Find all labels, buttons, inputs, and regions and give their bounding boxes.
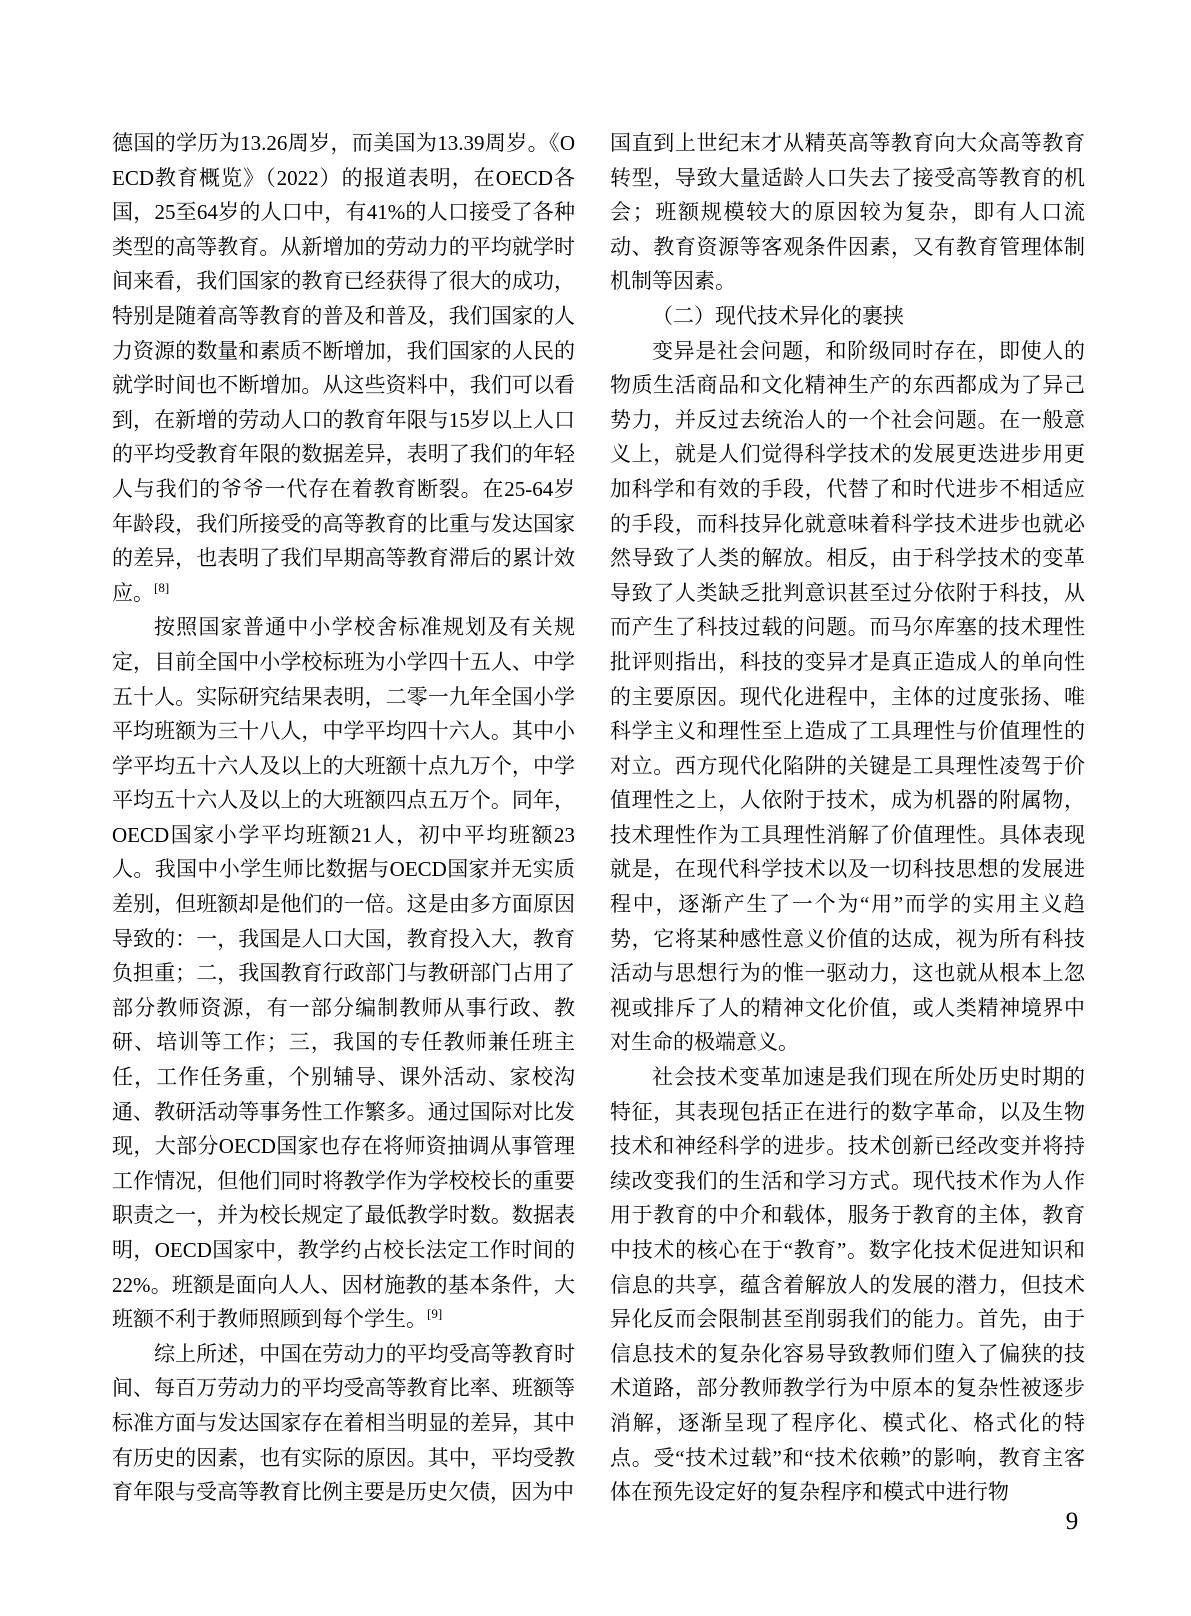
paragraph-text: 综上所述，中国在劳动力的平均受高等教育时间、每百万劳动力的平均受高等教育比率、班额等标准方面与发达国家存在着相当明显的差异，其中有历史的因素，也有实际的原因。其中，平均受教育年限与受高等教育比例主要是历史欠债，因为中: [112, 1341, 575, 1505]
paragraph: [610, 126, 1085, 299]
paragraph-text: 国直到上世纪末才从精英高等教育向大众高等教育转型，导致大量适龄人口失去了接受高等教育的机会；班额规模较大的原因较为复杂，即有人口流动、教育资源等客观条件因素，又有教育管理体制机制等因素。: [610, 131, 1085, 294]
footnote-ref-8: [8]: [154, 579, 170, 595]
paragraph: [112, 610, 575, 1336]
right-column: [610, 126, 1085, 1510]
two-column-text-area: [112, 126, 1085, 1510]
paragraph: [610, 1060, 1085, 1510]
paragraph-text: 变异是社会问题，和阶级同时存在，即使人的物质生活商品和文化精神生产的东西都成为了异己势力，并反过去统治人的一个社会问题。在一般意义上，就是人们觉得科学技术的发展更迭进步用更加科学和有效的手段，代替了和时代进步不相适应的手段，而科技异化就意味着科学技术进步也就必然导致了人类的解放。相反，由于科学技术的变革导致了人类缺乏批判意识甚至过分依附于科技，从而产生了科技过载的问题。而马尔库塞的技术理性批评则指出，科技的变异才是真正造成人的单向性的主要原因。现代化进程中，主体的过度张扬、唯科学主义和理性至上造成了工具理性与价值理性的对立。西方现代化陷阱的关键是工具理性凌驾于价值理性之上，人依附于技术，成为机器的附属物，技术理性作为工具理性消解了价值理性。具体表现就是，在现代科学技术以及一切科技思想的发展进程中，逐渐产生了一个为“用”而学的实用主义趋势，它将某种感性意义价值的达成，视为所有科技活动与思想行为的惟一驱动力，这也就从根本上忽视或排斥了人的精神文化价值，或人类精神境界中对生命的极端意义。: [610, 338, 1085, 1055]
paragraph-text: 德国的学历为13.26周岁，而美国为13.39周岁。《OECD教育概览》（2022）的报道表明，在OECD各国，25至64岁的人口中，有41%的人口接受了各种类型的高等教育。从新增加的劳动力的平均就学时间来看，我们国家的教育已经获得了很大的成功，特别是随着高等教育的普及和普及，我们国家的人力资源的数量和素质不断增加，我们国家的人民的就学时间也不断增加。从这些资料中，我们可以看到，在新增的劳动人口的教育年限与15岁以上人口的平均受教育年限的数据差异，表明了我们的年轻人与我们的爷爷一代存在着教育断裂。在25-64岁年龄段，我们所接受的高等教育的比重与发达国家的差异，也表明了我们早期高等教育滞后的累计效应。: [112, 131, 575, 605]
left-column: [112, 126, 575, 1510]
footnote-ref-9: [9]: [427, 1306, 443, 1322]
paragraph-text: 社会技术变革加速是我们现在所处历史时期的特征，其表现包括正在进行的数字革命，以及生物技术和神经科学的进步。技术创新已经改变并将持续改变我们的生活和学习方式。现代技术作为人作用于教育的中介和载体，服务于教育的主体，教育中技术的核心在于“教育”。数字化技术促进知识和信息的共享，蕴含着解放人的发展的潜力，但技术异化反而会限制甚至削弱我们的能力。首先，由于信息技术的复杂化容易导致教师们堕入了偏狭的技术道路，部分教师教学行为中原本的复杂性被逐步消解，逐渐呈现了程序化、模式化、格式化的特点。受“技术过载”和“技术依赖”的影响，教育主客体在预先设定好的复杂程序和模式中进行物: [610, 1065, 1085, 1505]
section-heading-text: （二）现代技术异化的裹挟: [652, 303, 904, 328]
paragraph: [112, 126, 575, 610]
page-number: 9: [1065, 1508, 1079, 1535]
paragraph: [112, 1337, 575, 1510]
paragraph: [610, 334, 1085, 1060]
paragraph-text: 按照国家普通中小学校舍标准规划及有关规定，目前全国中小学校标班为小学四十五人、中学五十人。实际研究结果表明，二零一九年全国小学平均班额为三十八人，中学平均四十六人。其中小学平均五十六人及以上的大班额十点九万个，中学平均五十六人及以上的大班额四点五万个。同年，OECD国家小学平均班额21人，初中平均班额23人。我国中小学生师比数据与OECD国家并无实质差别，但班额却是他们的一倍。这是由多方面原因导致的：一，我国是人口大国，教育投入大，教育负担重；二，我国教育行政部门与教研部门占用了部分教师资源，有一部分编制教师从事行政、教研、培训等工作；三，我国的专任教师兼任班主任，工作任务重，个别辅导、课外活动、家校沟通、教研活动等事务性工作繁多。通过国际对比发现，大部分OECD国家也存在将师资抽调从事管理工作情况，但他们同时将教学作为学校校长的重要职责之一，并为校长规定了最低教学时数。数据表明，OECD国家中，教学约占校长法定工作时间的22%。班额是面向人人、因材施教的基本条件，大班额不利于教师照顾到每个学生。: [112, 615, 575, 1332]
section-heading: [610, 299, 1085, 334]
